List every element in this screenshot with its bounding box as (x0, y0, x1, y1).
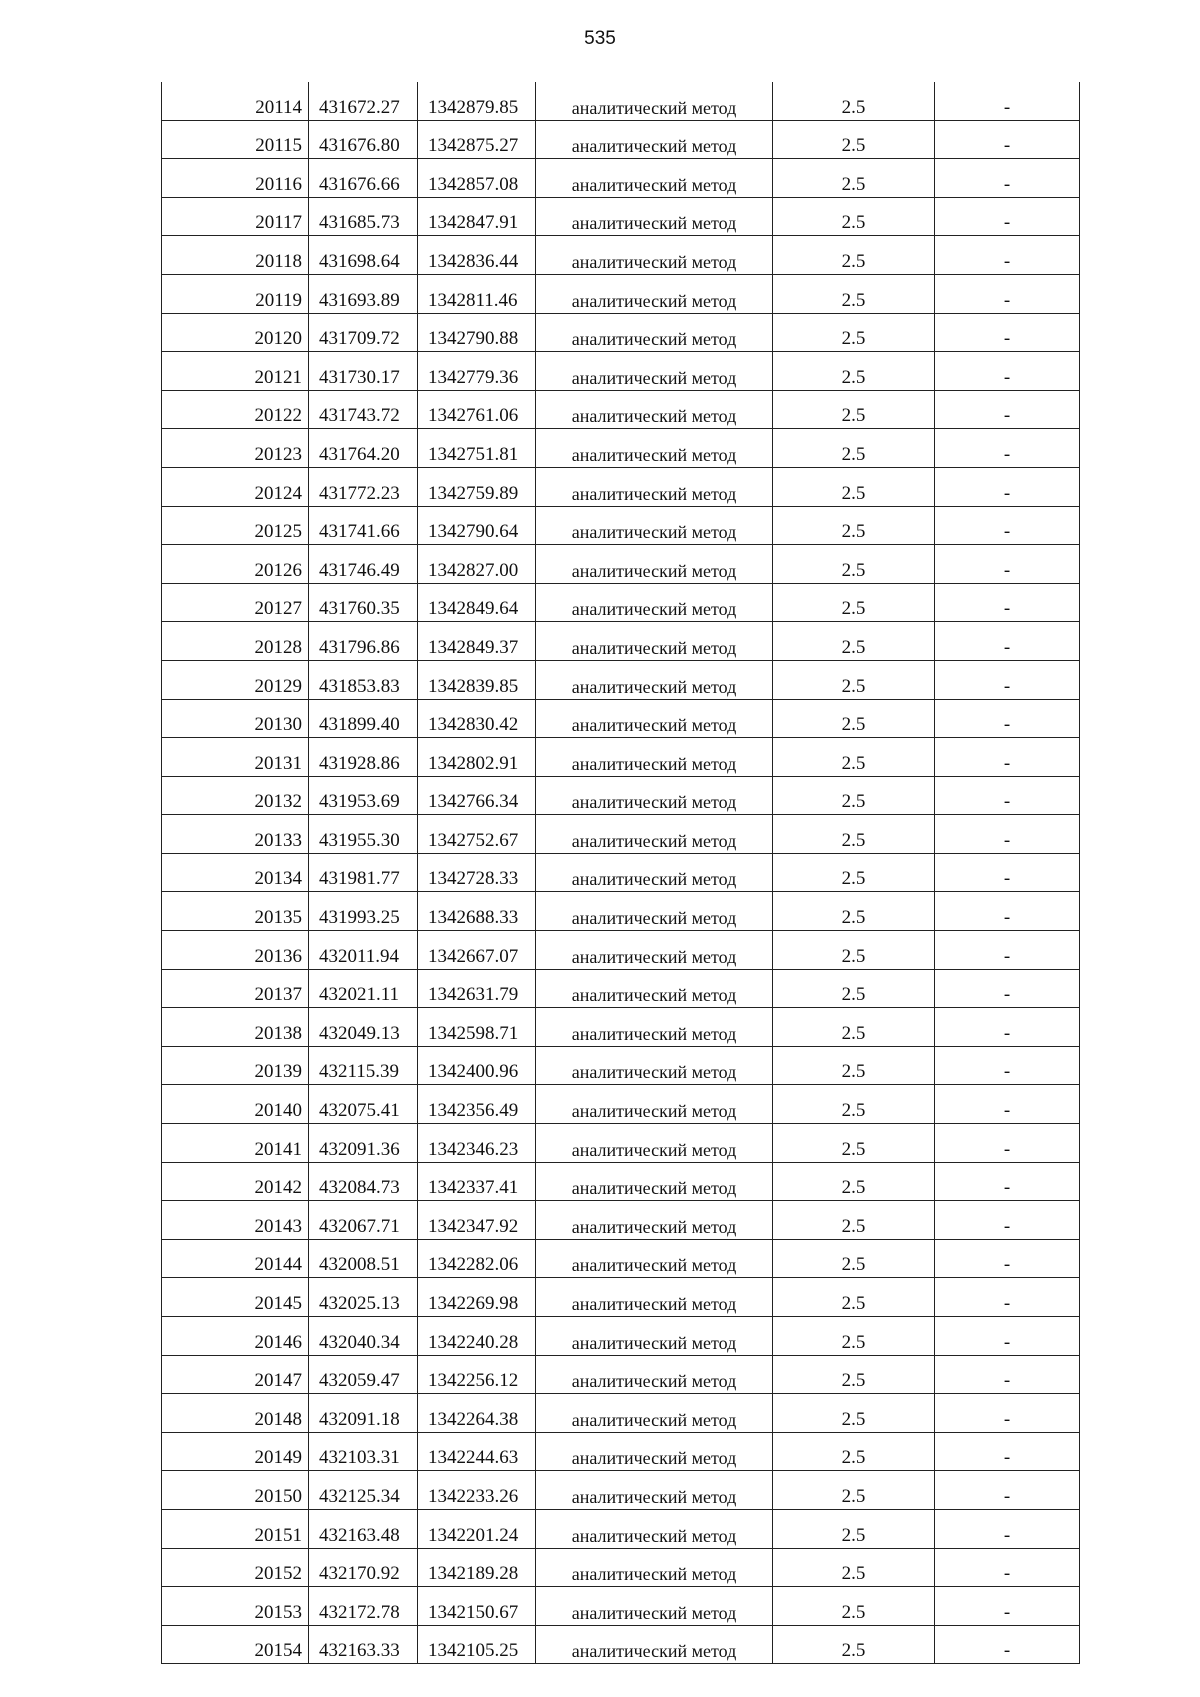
y-coordinate-cell: 1342751.81 (418, 429, 536, 468)
point-number-cell: 20148 (162, 1394, 309, 1433)
method-cell: аналитический метод (536, 1509, 773, 1548)
accuracy-cell: 2.5 (773, 1162, 935, 1201)
x-coordinate-cell: 431899.40 (309, 699, 418, 738)
y-coordinate-cell: 1342790.88 (418, 313, 536, 352)
accuracy-cell: 2.5 (773, 1239, 935, 1278)
method-cell: аналитический метод (536, 545, 773, 584)
y-coordinate-cell: 1342879.85 (418, 82, 536, 120)
y-coordinate-cell: 1342356.49 (418, 1085, 536, 1124)
x-coordinate-cell: 432049.13 (309, 1008, 418, 1047)
y-coordinate-cell: 1342849.64 (418, 583, 536, 622)
note-cell: - (935, 776, 1080, 815)
accuracy-cell: 2.5 (773, 1625, 935, 1664)
method-cell: аналитический метод (536, 699, 773, 738)
note-cell: - (935, 1432, 1080, 1471)
x-coordinate-cell: 431709.72 (309, 313, 418, 352)
point-number-cell: 20137 (162, 969, 309, 1008)
y-coordinate-cell: 1342849.37 (418, 622, 536, 661)
y-coordinate-cell: 1342347.92 (418, 1201, 536, 1240)
point-number-cell: 20136 (162, 931, 309, 970)
y-coordinate-cell: 1342857.08 (418, 159, 536, 198)
note-cell: - (935, 853, 1080, 892)
table-row (162, 660, 1080, 699)
note-cell: - (935, 1008, 1080, 1047)
table-row (162, 274, 1080, 313)
method-cell: аналитический метод (536, 120, 773, 159)
table-row (162, 969, 1080, 1008)
point-number-cell: 20123 (162, 429, 309, 468)
method-cell: аналитический метод (536, 1046, 773, 1085)
method-cell: аналитический метод (536, 1008, 773, 1047)
x-coordinate-cell: 431676.66 (309, 159, 418, 198)
point-number-cell: 20146 (162, 1317, 309, 1356)
accuracy-cell: 2.5 (773, 699, 935, 738)
note-cell: - (935, 1394, 1080, 1433)
x-coordinate-cell: 431981.77 (309, 853, 418, 892)
method-cell: аналитический метод (536, 622, 773, 661)
method-cell: аналитический метод (536, 1587, 773, 1626)
note-cell: - (935, 390, 1080, 429)
table-row (162, 236, 1080, 275)
x-coordinate-cell: 431685.73 (309, 197, 418, 236)
y-coordinate-cell: 1342150.67 (418, 1587, 536, 1626)
note-cell: - (935, 1509, 1080, 1548)
accuracy-cell: 2.5 (773, 815, 935, 854)
method-cell: аналитический метод (536, 274, 773, 313)
y-coordinate-cell: 1342779.36 (418, 352, 536, 391)
x-coordinate-cell: 432067.71 (309, 1201, 418, 1240)
method-cell: аналитический метод (536, 352, 773, 391)
y-coordinate-cell: 1342766.34 (418, 776, 536, 815)
point-number-cell: 20140 (162, 1085, 309, 1124)
x-coordinate-cell: 431772.23 (309, 467, 418, 506)
accuracy-cell: 2.5 (773, 1432, 935, 1471)
y-coordinate-cell: 1342282.06 (418, 1239, 536, 1278)
note-cell: - (935, 1046, 1080, 1085)
method-cell: аналитический метод (536, 931, 773, 970)
method-cell: аналитический метод (536, 1548, 773, 1587)
method-cell: аналитический метод (536, 429, 773, 468)
method-cell: аналитический метод (536, 82, 773, 120)
note-cell: - (935, 429, 1080, 468)
note-cell: - (935, 1548, 1080, 1587)
y-coordinate-cell: 1342830.42 (418, 699, 536, 738)
table-row (162, 622, 1080, 661)
table-row (162, 1201, 1080, 1240)
coordinates-table-body (162, 82, 1080, 1664)
table-row (162, 1625, 1080, 1664)
method-cell: аналитический метод (536, 776, 773, 815)
table-row (162, 815, 1080, 854)
point-number-cell: 20119 (162, 274, 309, 313)
note-cell: - (935, 159, 1080, 198)
x-coordinate-cell: 431928.86 (309, 738, 418, 777)
point-number-cell: 20130 (162, 699, 309, 738)
point-number-cell: 20117 (162, 197, 309, 236)
accuracy-cell: 2.5 (773, 1548, 935, 1587)
x-coordinate-cell: 432103.31 (309, 1432, 418, 1471)
note-cell: - (935, 931, 1080, 970)
note-cell: - (935, 1625, 1080, 1664)
table-row (162, 467, 1080, 506)
table-row (162, 352, 1080, 391)
table-row (162, 1008, 1080, 1047)
x-coordinate-cell: 431698.64 (309, 236, 418, 275)
y-coordinate-cell: 1342728.33 (418, 853, 536, 892)
y-coordinate-cell: 1342240.28 (418, 1317, 536, 1356)
point-number-cell: 20127 (162, 583, 309, 622)
table-row (162, 82, 1080, 120)
accuracy-cell: 2.5 (773, 545, 935, 584)
table-row (162, 931, 1080, 970)
note-cell: - (935, 892, 1080, 931)
point-number-cell: 20128 (162, 622, 309, 661)
method-cell: аналитический метод (536, 236, 773, 275)
point-number-cell: 20132 (162, 776, 309, 815)
accuracy-cell: 2.5 (773, 1317, 935, 1356)
y-coordinate-cell: 1342269.98 (418, 1278, 536, 1317)
point-number-cell: 20125 (162, 506, 309, 545)
note-cell: - (935, 274, 1080, 313)
y-coordinate-cell: 1342233.26 (418, 1471, 536, 1510)
note-cell: - (935, 313, 1080, 352)
note-cell: - (935, 467, 1080, 506)
accuracy-cell: 2.5 (773, 274, 935, 313)
point-number-cell: 20121 (162, 352, 309, 391)
x-coordinate-cell: 432163.48 (309, 1509, 418, 1548)
point-number-cell: 20139 (162, 1046, 309, 1085)
point-number-cell: 20114 (162, 82, 309, 120)
method-cell: аналитический метод (536, 1625, 773, 1664)
table-row (162, 545, 1080, 584)
accuracy-cell: 2.5 (773, 1471, 935, 1510)
table-row (162, 1394, 1080, 1433)
note-cell: - (935, 1471, 1080, 1510)
accuracy-cell: 2.5 (773, 738, 935, 777)
x-coordinate-cell: 432011.94 (309, 931, 418, 970)
y-coordinate-cell: 1342256.12 (418, 1355, 536, 1394)
point-number-cell: 20153 (162, 1587, 309, 1626)
note-cell: - (935, 699, 1080, 738)
y-coordinate-cell: 1342598.71 (418, 1008, 536, 1047)
coordinates-table-container (161, 82, 1080, 1664)
accuracy-cell: 2.5 (773, 969, 935, 1008)
accuracy-cell: 2.5 (773, 467, 935, 506)
accuracy-cell: 2.5 (773, 236, 935, 275)
method-cell: аналитический метод (536, 1355, 773, 1394)
accuracy-cell: 2.5 (773, 1008, 935, 1047)
point-number-cell: 20145 (162, 1278, 309, 1317)
table-row (162, 699, 1080, 738)
note-cell: - (935, 1124, 1080, 1163)
accuracy-cell: 2.5 (773, 506, 935, 545)
y-coordinate-cell: 1342847.91 (418, 197, 536, 236)
x-coordinate-cell: 432059.47 (309, 1355, 418, 1394)
point-number-cell: 20131 (162, 738, 309, 777)
note-cell: - (935, 1085, 1080, 1124)
table-row (162, 313, 1080, 352)
point-number-cell: 20135 (162, 892, 309, 931)
x-coordinate-cell: 432170.92 (309, 1548, 418, 1587)
accuracy-cell: 2.5 (773, 1587, 935, 1626)
note-cell: - (935, 236, 1080, 275)
x-coordinate-cell: 431741.66 (309, 506, 418, 545)
table-row (162, 1317, 1080, 1356)
accuracy-cell: 2.5 (773, 1046, 935, 1085)
method-cell: аналитический метод (536, 815, 773, 854)
point-number-cell: 20142 (162, 1162, 309, 1201)
method-cell: аналитический метод (536, 1201, 773, 1240)
method-cell: аналитический метод (536, 738, 773, 777)
y-coordinate-cell: 1342836.44 (418, 236, 536, 275)
x-coordinate-cell: 431672.27 (309, 82, 418, 120)
note-cell: - (935, 1162, 1080, 1201)
accuracy-cell: 2.5 (773, 1278, 935, 1317)
note-cell: - (935, 352, 1080, 391)
x-coordinate-cell: 431993.25 (309, 892, 418, 931)
x-coordinate-cell: 432163.33 (309, 1625, 418, 1664)
y-coordinate-cell: 1342827.00 (418, 545, 536, 584)
x-coordinate-cell: 432091.36 (309, 1124, 418, 1163)
point-number-cell: 20150 (162, 1471, 309, 1510)
note-cell: - (935, 120, 1080, 159)
point-number-cell: 20149 (162, 1432, 309, 1471)
note-cell: - (935, 1317, 1080, 1356)
x-coordinate-cell: 431853.83 (309, 660, 418, 699)
point-number-cell: 20122 (162, 390, 309, 429)
y-coordinate-cell: 1342105.25 (418, 1625, 536, 1664)
method-cell: аналитический метод (536, 506, 773, 545)
x-coordinate-cell: 432115.39 (309, 1046, 418, 1085)
accuracy-cell: 2.5 (773, 352, 935, 391)
table-row (162, 776, 1080, 815)
x-coordinate-cell: 432084.73 (309, 1162, 418, 1201)
y-coordinate-cell: 1342337.41 (418, 1162, 536, 1201)
x-coordinate-cell: 431760.35 (309, 583, 418, 622)
y-coordinate-cell: 1342400.96 (418, 1046, 536, 1085)
y-coordinate-cell: 1342802.91 (418, 738, 536, 777)
method-cell: аналитический метод (536, 1085, 773, 1124)
note-cell: - (935, 738, 1080, 777)
x-coordinate-cell: 431743.72 (309, 390, 418, 429)
y-coordinate-cell: 1342688.33 (418, 892, 536, 931)
y-coordinate-cell: 1342346.23 (418, 1124, 536, 1163)
x-coordinate-cell: 431796.86 (309, 622, 418, 661)
point-number-cell: 20133 (162, 815, 309, 854)
y-coordinate-cell: 1342201.24 (418, 1509, 536, 1548)
method-cell: аналитический метод (536, 853, 773, 892)
point-number-cell: 20144 (162, 1239, 309, 1278)
accuracy-cell: 2.5 (773, 1355, 935, 1394)
note-cell: - (935, 969, 1080, 1008)
accuracy-cell: 2.5 (773, 159, 935, 198)
accuracy-cell: 2.5 (773, 1394, 935, 1433)
note-cell: - (935, 545, 1080, 584)
note-cell: - (935, 1278, 1080, 1317)
table-row (162, 853, 1080, 892)
table-row (162, 892, 1080, 931)
x-coordinate-cell: 432172.78 (309, 1587, 418, 1626)
y-coordinate-cell: 1342839.85 (418, 660, 536, 699)
x-coordinate-cell: 431953.69 (309, 776, 418, 815)
table-row (162, 1587, 1080, 1626)
accuracy-cell: 2.5 (773, 853, 935, 892)
point-number-cell: 20151 (162, 1509, 309, 1548)
table-row (162, 1124, 1080, 1163)
table-row (162, 1432, 1080, 1471)
accuracy-cell: 2.5 (773, 1201, 935, 1240)
accuracy-cell: 2.5 (773, 931, 935, 970)
method-cell: аналитический метод (536, 197, 773, 236)
note-cell: - (935, 622, 1080, 661)
x-coordinate-cell: 432025.13 (309, 1278, 418, 1317)
table-row (162, 1278, 1080, 1317)
y-coordinate-cell: 1342759.89 (418, 467, 536, 506)
method-cell: аналитический метод (536, 969, 773, 1008)
point-number-cell: 20152 (162, 1548, 309, 1587)
x-coordinate-cell: 431746.49 (309, 545, 418, 584)
page-number: 535 (584, 28, 616, 49)
table-row (162, 1162, 1080, 1201)
x-coordinate-cell: 432125.34 (309, 1471, 418, 1510)
method-cell: аналитический метод (536, 1394, 773, 1433)
note-cell: - (935, 82, 1080, 120)
accuracy-cell: 2.5 (773, 1085, 935, 1124)
table-row (162, 506, 1080, 545)
table-row (162, 197, 1080, 236)
method-cell: аналитический метод (536, 1432, 773, 1471)
table-row (162, 1046, 1080, 1085)
accuracy-cell: 2.5 (773, 892, 935, 931)
point-number-cell: 20126 (162, 545, 309, 584)
table-row (162, 390, 1080, 429)
method-cell: аналитический метод (536, 1317, 773, 1356)
method-cell: аналитический метод (536, 467, 773, 506)
accuracy-cell: 2.5 (773, 776, 935, 815)
accuracy-cell: 2.5 (773, 82, 935, 120)
point-number-cell: 20141 (162, 1124, 309, 1163)
method-cell: аналитический метод (536, 159, 773, 198)
table-row (162, 738, 1080, 777)
point-number-cell: 20118 (162, 236, 309, 275)
table-row (162, 1239, 1080, 1278)
table-row (162, 1085, 1080, 1124)
table-row (162, 120, 1080, 159)
point-number-cell: 20124 (162, 467, 309, 506)
y-coordinate-cell: 1342667.07 (418, 931, 536, 970)
table-row (162, 1355, 1080, 1394)
accuracy-cell: 2.5 (773, 313, 935, 352)
note-cell: - (935, 660, 1080, 699)
method-cell: аналитический метод (536, 892, 773, 931)
note-cell: - (935, 1587, 1080, 1626)
accuracy-cell: 2.5 (773, 120, 935, 159)
note-cell: - (935, 1201, 1080, 1240)
point-number-cell: 20129 (162, 660, 309, 699)
table-row (162, 1548, 1080, 1587)
method-cell: аналитический метод (536, 1162, 773, 1201)
method-cell: аналитический метод (536, 313, 773, 352)
method-cell: аналитический метод (536, 1124, 773, 1163)
y-coordinate-cell: 1342761.06 (418, 390, 536, 429)
accuracy-cell: 2.5 (773, 197, 935, 236)
point-number-cell: 20115 (162, 120, 309, 159)
note-cell: - (935, 1239, 1080, 1278)
point-number-cell: 20147 (162, 1355, 309, 1394)
y-coordinate-cell: 1342790.64 (418, 506, 536, 545)
point-number-cell: 20143 (162, 1201, 309, 1240)
y-coordinate-cell: 1342811.46 (418, 274, 536, 313)
table-row (162, 429, 1080, 468)
note-cell: - (935, 1355, 1080, 1394)
x-coordinate-cell: 432091.18 (309, 1394, 418, 1433)
x-coordinate-cell: 432075.41 (309, 1085, 418, 1124)
point-number-cell: 20120 (162, 313, 309, 352)
method-cell: аналитический метод (536, 1239, 773, 1278)
y-coordinate-cell: 1342752.67 (418, 815, 536, 854)
x-coordinate-cell: 431676.80 (309, 120, 418, 159)
method-cell: аналитический метод (536, 390, 773, 429)
table-row (162, 583, 1080, 622)
accuracy-cell: 2.5 (773, 429, 935, 468)
method-cell: аналитический метод (536, 660, 773, 699)
accuracy-cell: 2.5 (773, 1509, 935, 1548)
y-coordinate-cell: 1342189.28 (418, 1548, 536, 1587)
accuracy-cell: 2.5 (773, 622, 935, 661)
table-row (162, 159, 1080, 198)
table-row (162, 1509, 1080, 1548)
accuracy-cell: 2.5 (773, 390, 935, 429)
note-cell: - (935, 197, 1080, 236)
x-coordinate-cell: 432008.51 (309, 1239, 418, 1278)
table-row (162, 1471, 1080, 1510)
point-number-cell: 20116 (162, 159, 309, 198)
method-cell: аналитический метод (536, 583, 773, 622)
x-coordinate-cell: 431764.20 (309, 429, 418, 468)
y-coordinate-cell: 1342875.27 (418, 120, 536, 159)
method-cell: аналитический метод (536, 1471, 773, 1510)
y-coordinate-cell: 1342264.38 (418, 1394, 536, 1433)
x-coordinate-cell: 431730.17 (309, 352, 418, 391)
point-number-cell: 20134 (162, 853, 309, 892)
point-number-cell: 20138 (162, 1008, 309, 1047)
note-cell: - (935, 506, 1080, 545)
method-cell: аналитический метод (536, 1278, 773, 1317)
note-cell: - (935, 583, 1080, 622)
x-coordinate-cell: 432021.11 (309, 969, 418, 1008)
accuracy-cell: 2.5 (773, 583, 935, 622)
y-coordinate-cell: 1342631.79 (418, 969, 536, 1008)
y-coordinate-cell: 1342244.63 (418, 1432, 536, 1471)
accuracy-cell: 2.5 (773, 660, 935, 699)
x-coordinate-cell: 431693.89 (309, 274, 418, 313)
note-cell: - (935, 815, 1080, 854)
x-coordinate-cell: 431955.30 (309, 815, 418, 854)
point-number-cell: 20154 (162, 1625, 309, 1664)
x-coordinate-cell: 432040.34 (309, 1317, 418, 1356)
accuracy-cell: 2.5 (773, 1124, 935, 1163)
coordinates-table (161, 82, 1080, 1664)
